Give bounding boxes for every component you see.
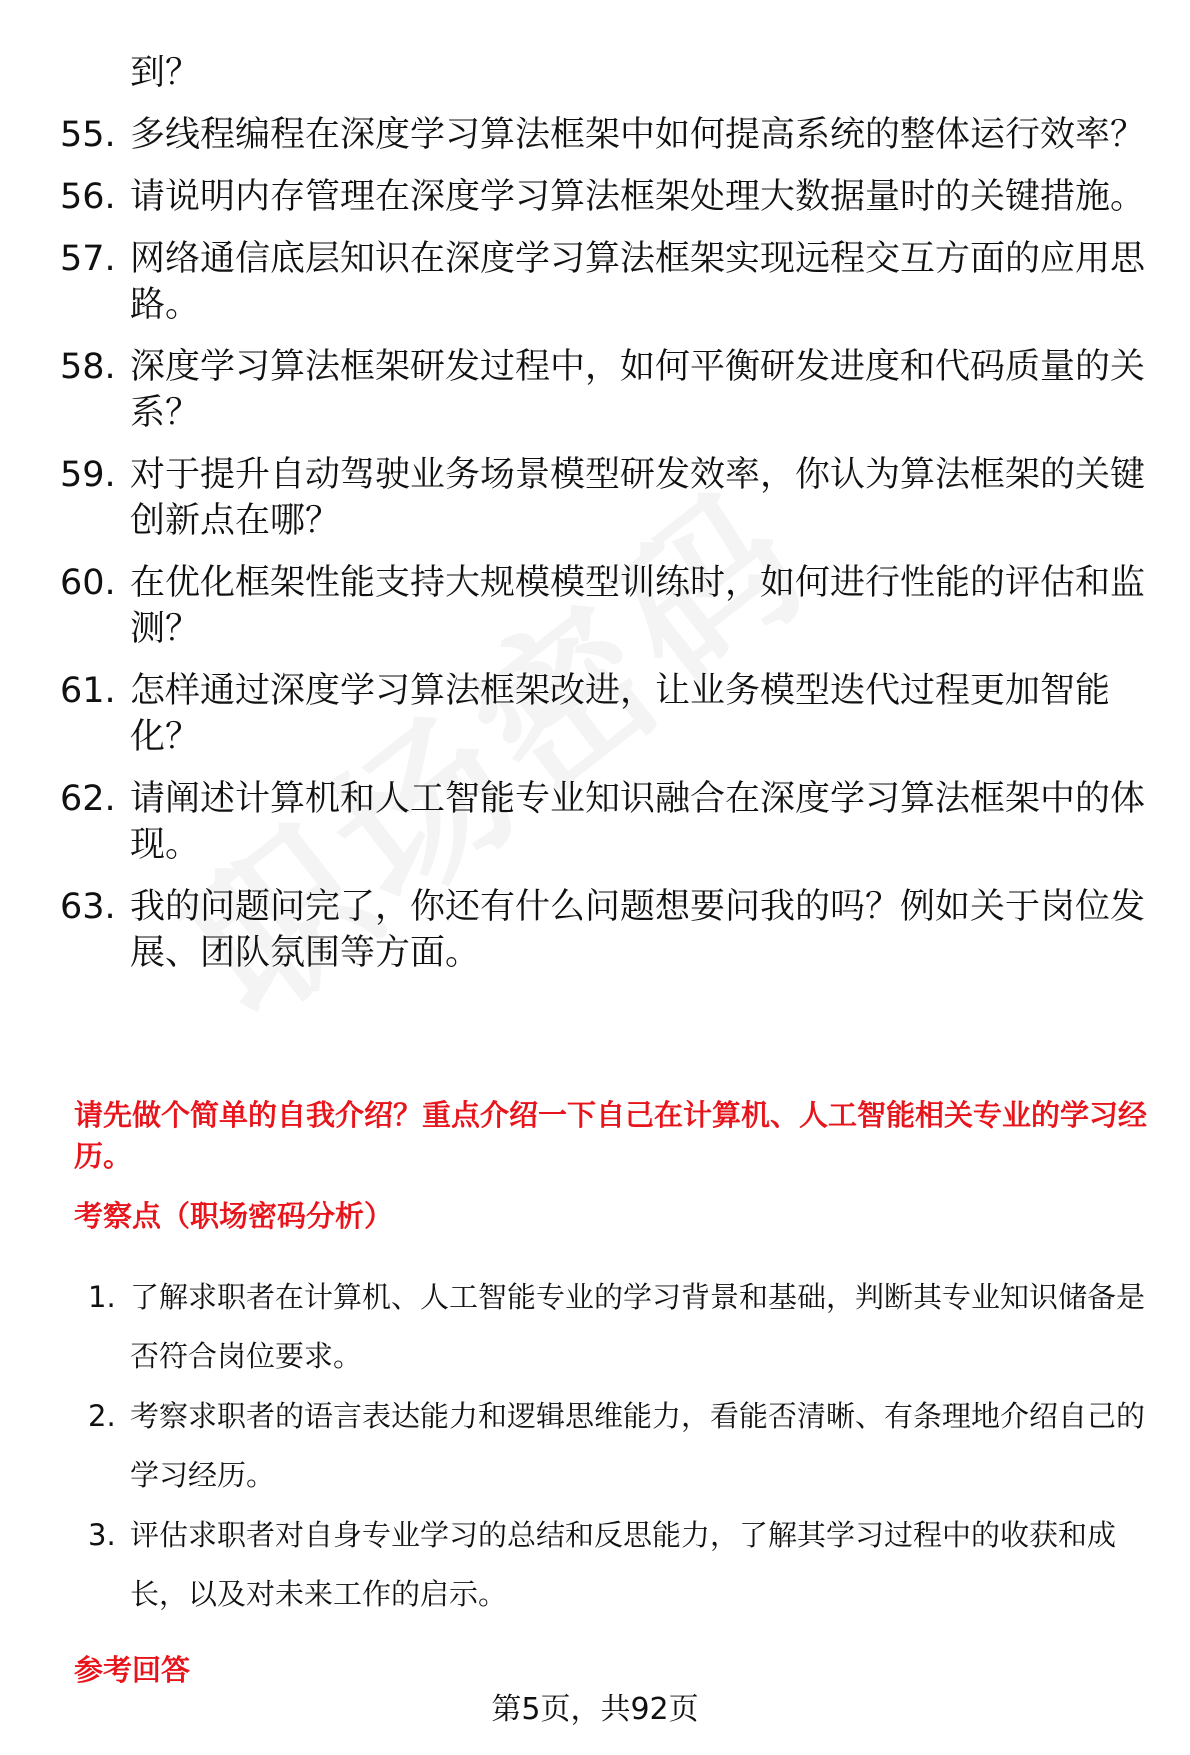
list-item: [0, 452, 1145, 544]
list-item: [0, 112, 1145, 158]
item-number: 57.: [60, 239, 116, 279]
item-number: 63.: [60, 887, 116, 927]
item-text: 评估求职者对自身专业学习的总结和反思能力，了解其学习过程中的收获和成长，以及对未来工作的启示。: [130, 1518, 1117, 1611]
page-footer: 第5页，共92页: [491, 1692, 699, 1727]
item-number: 60.: [60, 563, 116, 603]
item-number: 58.: [60, 347, 116, 387]
item-text: 请阐述计算机和人工智能专业知识融合在深度学习算法框架中的体现。: [130, 779, 1146, 865]
list-item: [0, 668, 1145, 760]
item-text: 了解求职者在计算机、人工智能专业的学习背景和基础，判断其专业知识储备是否符合岗位要求。: [130, 1280, 1146, 1373]
item-number: 1.: [88, 1280, 116, 1314]
item-number: 55.: [60, 115, 116, 155]
item-number: 56.: [60, 177, 116, 217]
list-item: [0, 1268, 1155, 1386]
item-text: 对于提升自动驾驶业务场景模型研发效率，你认为算法框架的关键创新点在哪？: [130, 455, 1146, 541]
list-item: [0, 884, 1145, 976]
item-text: 请说明内存管理在深度学习算法框架处理大数据量时的关键措施。: [130, 177, 1146, 217]
list-item: [0, 560, 1145, 652]
item-number: 2.: [88, 1399, 116, 1433]
continued-question-text: 到？: [130, 53, 201, 93]
list-item: [0, 1506, 1155, 1624]
question-heading: 请先做个简单的自我介绍？重点介绍一下自己在计算机、人工智能相关专业的学习经历。: [74, 1098, 1148, 1173]
item-text: 深度学习算法框架研发过程中，如何平衡研发进度和代码质量的关系？: [130, 347, 1146, 433]
key-points-heading: 考察点（职场密码分析）: [74, 1199, 394, 1233]
item-text: 怎样通过深度学习算法框架改进，让业务模型迭代过程更加智能化？: [130, 671, 1111, 757]
question-list: [0, 112, 1190, 992]
item-number: 3.: [88, 1518, 116, 1552]
list-item: [0, 776, 1145, 868]
list-item: [0, 236, 1145, 328]
item-text: 考察求职者的语言表达能力和逻辑思维能力，看能否清晰、有条理地介绍自己的学习经历。: [130, 1399, 1146, 1492]
list-item: [0, 1387, 1155, 1505]
item-text: 我的问题问完了，你还有什么问题想要问我的吗？例如关于岗位发展、团队氛围等方面。: [130, 887, 1146, 973]
list-item: [0, 174, 1145, 220]
key-points-list: [0, 1268, 1190, 1625]
item-text: 网络通信底层知识在深度学习算法框架实现远程交互方面的应用思路。: [130, 239, 1146, 325]
item-number: 59.: [60, 455, 116, 495]
item-number: 62.: [60, 779, 116, 819]
list-item: [0, 344, 1145, 436]
item-text: 多线程编程在深度学习算法框架中如何提高系统的整体运行效率？: [130, 115, 1146, 155]
answer-heading: 参考回答: [74, 1653, 191, 1687]
item-text: 在优化框架性能支持大规模模型训练时，如何进行性能的评估和监测？: [130, 563, 1146, 649]
item-number: 61.: [60, 671, 116, 711]
